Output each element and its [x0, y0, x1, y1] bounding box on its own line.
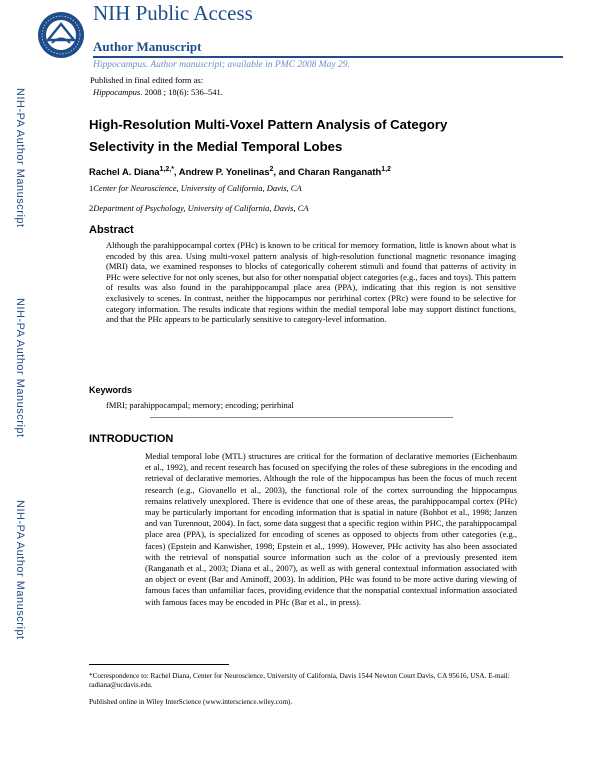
section-divider [150, 417, 453, 418]
abstract-text: Although the parahippocampal cortex (PHc) is known to be critical for memory formation, little is known about what is encoded by this area. Using multi-voxel pattern analysis of high-resolution functional magnetic resonance imaging (MRI) data, we examined responses to blocks of categorically coherent stimuli and found that patterns of activity in PHc were selective for not only scenes, but also for other nonspatial object categories (e.g., faces and toys). This pattern of results was also found in the parahippocampal place area (PPA), indicating that this region is not sensitive exclusively to scenes. In contrast, neither the hippocampus nor perirhinal cortex (PRc) were found to be selective for category information. The results indicate that regions within the medial temporal lobe may support distinct functions, and that the PHc appears to be particularly sensitive to category-level information. [106, 240, 516, 325]
author-affiliation-marker: 2 [269, 166, 274, 173]
keywords-text: fMRI; parahippocampal; memory; encoding; perirhinal [106, 400, 294, 410]
author-affiliation-marker: 1,2,* [159, 166, 174, 173]
author-name: Charan Ranganath [297, 166, 382, 178]
affiliation-number: 2 [89, 203, 94, 213]
publication-note: Published in final edited form as: [90, 75, 204, 85]
header-title: NIH Public Access [93, 1, 253, 25]
introduction-text: Medial temporal lobe (MTL) structures are critical for the formation of declarative memories (Eichenbaum et al., 1992), and recent research has focused on specifying the roles of these subregions in the encoding and retrieval of declarative memories. Although the role of the hippocampus has been the focus of much recent research (e.g., Giovanello et al., 2003), the functional role of the cortex surrounding the hippocampus remains relatively unexplored. There is evidence that one of these areas, the parahippocampal cortex (PHc) may be particularly important for encoding information that is spatial in nature (Bohbot et al., 1998; Janzen and van Turennout, 2004). In fact, some data suggest that a specific region within PHC, the parahippocampal place area (PPA), is specialized for encoding of scenes as opposed to objects from other categories (e.g., faces) (Epstein and Kanwisher, 1998; Epstein et al., 1999). However, PHc activity has also been associated with the retrieval of nonspatial source information such as the color of a previously presented item (Ranganath et al., 2003; Diana et al., 2007), as well as with general contextual information associated with an object or event (Bar and Aminoff, 2003). In addition, PHc was found to be more active during viewing of famous faces than unfamiliar faces, providing evidence that the nonspatial contextual information associated with famous faces may be encoded in PHc (Bar et al., in press). [145, 451, 517, 607]
affiliation-text: Center for Neuroscience, University of California, Davis, CA [93, 183, 302, 193]
affiliation [89, 183, 302, 193]
affiliation [89, 203, 309, 213]
citation-details: . 2008 ; 18(6): 536–541. [140, 87, 223, 97]
paper-title: High-Resolution Multi-Voxel Pattern Analysis of Category Selectivity in the Medial Temporal Lobes [89, 117, 448, 154]
side-watermark: NIH-PA Author Manuscript [14, 500, 26, 640]
author-list [89, 166, 391, 177]
author-name: Andrew P. Yonelinas [178, 166, 270, 178]
journal-name: Hippocampus [93, 87, 141, 97]
keywords-heading: Keywords [89, 385, 133, 395]
side-watermark: NIH-PA Author Manuscript [14, 298, 26, 438]
author-separator: , and [273, 166, 298, 178]
introduction-heading: INTRODUCTION [89, 433, 174, 445]
side-watermark: NIH-PA Author Manuscript [14, 88, 26, 228]
header-subtitle: Author Manuscript [93, 39, 202, 54]
online-publication-note: Published online in Wiley InterScience (www.interscience.wiley.com). [89, 698, 293, 706]
author-separator: , [173, 166, 179, 178]
affiliation-text: Department of Psychology, University of California, Davis, CA [93, 203, 309, 213]
header-divider [93, 56, 563, 58]
nih-seal-icon [36, 10, 86, 60]
correspondence-footnote: *Correspondence to: Rachel Diana, Center for Neuroscience, University of California, Davis 1544 Newton Court Davis, CA 95616, USA. E-mail: radiana@ucdavis.edu. [89, 672, 510, 690]
footnote-divider [89, 664, 229, 665]
citation [93, 87, 223, 98]
abstract-heading: Abstract [89, 224, 134, 236]
affiliation-number: 1 [89, 183, 94, 193]
availability-note: Hippocampus. Author manuscript; available in PMC 2008 May 29. [93, 60, 350, 70]
author-name: Rachel A. Diana [89, 166, 160, 178]
author-affiliation-marker: 1,2 [381, 166, 391, 173]
